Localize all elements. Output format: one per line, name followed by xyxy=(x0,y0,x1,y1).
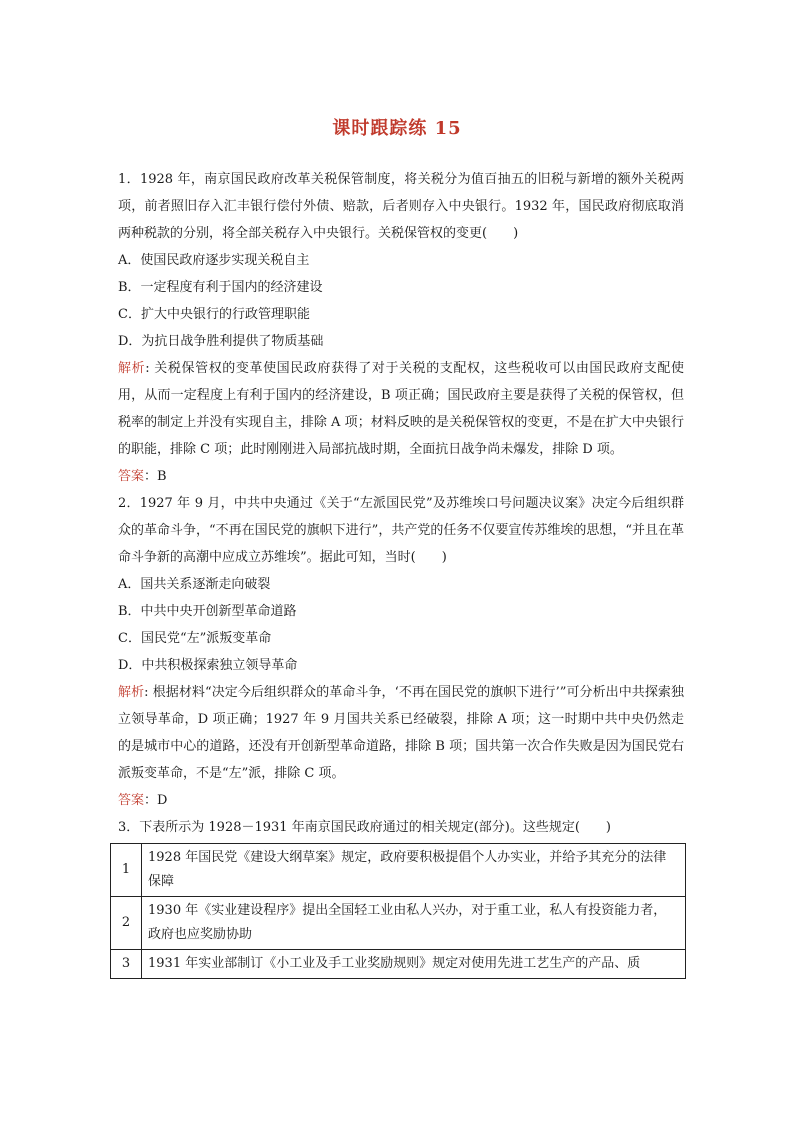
option-a: A．使国民政府逐步实现关税自主 xyxy=(118,253,310,268)
answer-value: ：B xyxy=(144,469,167,484)
row-number: 1 xyxy=(111,844,142,897)
table-row xyxy=(111,950,686,979)
answer xyxy=(118,463,684,490)
option-c: C．扩大中央银行的行政管理职能 xyxy=(118,307,310,322)
page-title: 课时跟踪练 15 xyxy=(332,118,462,139)
question-1 xyxy=(118,166,684,490)
row-number: 2 xyxy=(111,897,142,950)
content xyxy=(118,166,684,979)
row-text: 1930 年《实业建设程序》提出全国轻工业由私人兴办，对于重工业，私人有投资能力者，政府也应奖励协助 xyxy=(142,897,686,950)
analysis-text: : 关税保管权的变革使国民政府获得了对于关税的支配权，这些税收可以由国民政府支配使用，从而一定程度上有利于国内的经济建设，B 项正确；国民政府主要是获得了关税的保管权，但税率的制定上并没有实现自主，排除 A 项；材料反映的是关税保管权的变更，不是在扩大中央银行的职能，排除 C 项；此时刚刚进入局部抗战时期，全面抗日战争尚未爆发，排除 D 项。 xyxy=(118,361,684,457)
question-2 xyxy=(118,490,684,814)
row-text: 1931 年实业部制订《小工业及手工业奖励规则》规定对使用先进工艺生产的产品、质 xyxy=(142,950,686,979)
row-number: 3 xyxy=(111,950,142,979)
answer-value: ：D xyxy=(144,793,168,808)
analysis-text: : 根据材料“决定今后组织群众的革命斗争，‘不再在国民党的旗帜下进行’”可分析出中共探索独立领导革命，D 项正确；1927 年 9 月国共关系已经破裂，排除 A 项；这一时期中共中央仍然走的是城市中心的道路，还没有开创新型革命道路，排除 B 项；国共第一次合作失败是因为国民党右派叛变革命，不是“左”派，排除 C 项。 xyxy=(118,685,684,781)
analysis xyxy=(118,679,684,787)
table-row xyxy=(111,844,686,897)
option-c: C．国民党“左”派叛变革命 xyxy=(118,631,272,646)
answer xyxy=(118,787,684,814)
regulations-table xyxy=(110,843,686,979)
analysis-label: 解析 xyxy=(118,685,145,700)
row-text: 1928 年国民党《建设大纲草案》规定，政府要积极提倡个人办实业，并给予其充分的法律保障 xyxy=(142,844,686,897)
question-stem: 2．1927 年 9 月，中共中央通过《关于“左派国民党”及苏维埃口号问题决议案》决定今后组织群众的革命斗争，“不再在国民党的旗帜下进行”，共产党的任务不仅要宣传苏维埃的思想，“并且在革命斗争新的高潮中应成立苏维埃”。据此可知，当时( ) xyxy=(118,496,684,565)
option-d: D．为抗日战争胜利提供了物质基础 xyxy=(118,334,324,349)
option-b: B．中共中央开创新型革命道路 xyxy=(118,604,297,619)
option-b: B．一定程度有利于国内的经济建设 xyxy=(118,280,323,295)
question-3 xyxy=(118,814,684,979)
answer-label: 答案 xyxy=(118,793,145,808)
answer-label: 答案 xyxy=(118,469,145,484)
analysis xyxy=(118,355,684,463)
option-a: A．国共关系逐渐走向破裂 xyxy=(118,577,271,592)
analysis-label: 解析 xyxy=(118,361,146,376)
question-stem: 3．下表所示为 1928－1931 年南京国民政府通过的相关规定(部分)。这些规定( ) xyxy=(118,820,611,835)
option-d: D．中共积极探索独立领导革命 xyxy=(118,658,298,673)
table-row xyxy=(111,897,686,950)
question-stem: 1．1928 年，南京国民政府改革关税保管制度，将关税分为值百抽五的旧税与新增的额外关税两项，前者照旧存入汇丰银行偿付外债、赔款，后者则存入中央银行。1932 年，国民政府彻底取消两种税款的分别，将全部关税存入中央银行。关税保管权的变更( ) xyxy=(118,172,684,241)
